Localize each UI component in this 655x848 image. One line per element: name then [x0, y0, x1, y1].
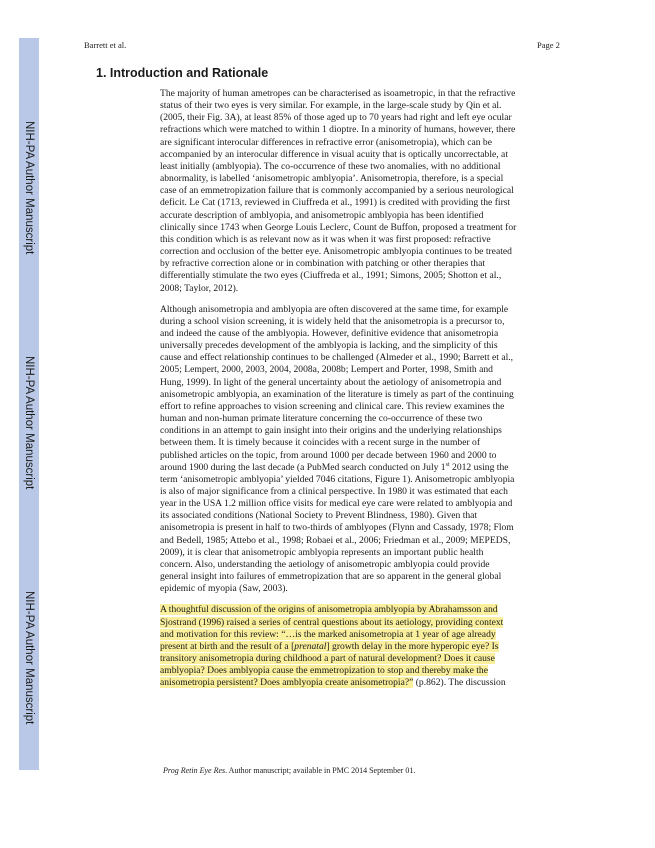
footer-text: . Author manuscript; available in PMC 2014 September 01. — [225, 766, 416, 775]
text-line: case of an emmetropization failure that is commonly accompanied by a serious neurological — [160, 185, 514, 197]
text-line: Hung, 1999). In light of the general uncertainty about the aetiology of anisometropia and — [160, 376, 502, 388]
text-line: 2008; Taylor, 2012). — [160, 282, 239, 294]
text-line: are significant interocular differences in refractive error (anisometropia), which can be — [160, 136, 492, 148]
text-line: 2009), it is clear that anisometropic amblyopia represents an important public health — [160, 546, 484, 558]
text-line: year in the USA 1.2 million office visits for medical eye care were related to amblyopia and — [160, 498, 513, 510]
paragraph-2 — [160, 304, 565, 596]
text-line: (2005, their Fig. 3A), at least 85% of those aged up to 70 years had right and left eye ocular — [160, 112, 512, 124]
highlighted-line — [160, 629, 565, 641]
text-line: abnormality, is labelled ‘anisometropic amblyopia’. Anisometropia, therefore, is a special — [160, 173, 504, 185]
italic-word: prenatal — [294, 640, 327, 652]
highlighted-line — [160, 653, 565, 665]
text-line — [160, 677, 565, 689]
text-line: effort to refine approaches to vision screening and clinical care. This review examines the — [160, 400, 505, 412]
highlighted-line — [160, 604, 565, 616]
footer-citation — [163, 766, 415, 775]
text-line: anisometropia is present in half to two-thirds of amblyopes (Flynn and Cassady, 1978; Flom — [160, 522, 514, 534]
page-number: Page 2 — [537, 40, 560, 50]
text-line: accompanied by an interocular difference in visual acuity that is optically uncorrectable, at — [160, 148, 508, 160]
highlighted-line — [160, 617, 565, 629]
sidebar-label-2: NIH-PA Author Manuscript — [23, 356, 35, 490]
text-line: Although anisometropia and amblyopia are often discovered at the same time, for example — [160, 303, 509, 315]
text-line: its associated conditions (National Society to Prevent Blindness, 1980). Given that — [160, 510, 478, 522]
text-line: 2005; Lempert, 2000, 2003, 2004, 2008a, 2008b; Lempert and Porter, 1998, Smith and — [160, 364, 493, 376]
manuscript-sidebar — [19, 38, 39, 770]
text-line: this condition which is as relevant now as it was when it was first proposed: refractive — [160, 233, 491, 245]
sidebar-label-1: NIH-PA Author Manuscript — [23, 121, 35, 255]
highlight — [160, 641, 499, 652]
text-line: and indeed the cause of the amblyopia. However, definitive evidence that anisometropia — [160, 327, 499, 339]
text-line: general insight into failures of emmetropization that are so apparent in the general global — [160, 571, 502, 583]
text-line: concern. Also, understanding the aetiology of anisometropic amblyopia could provide — [160, 558, 490, 570]
text-run: 2012 using the — [449, 461, 509, 473]
text-run: around 1900 during the last decade (a PubMed search conducted on July 1 — [160, 461, 446, 473]
highlight: and motivation for this review: “…is the marked anisometropia at 1 year of age already — [160, 628, 496, 640]
text-line: universally precedes development of the amblyopia is lacking, and the simplicity of this — [160, 340, 498, 352]
text-line: cause and effect relationship continues to be challenged (Almeder et al., 1990; Barrett et al., — [160, 352, 514, 364]
highlight: anisometropia persistent? Does amblyopia create anisometropia?” — [160, 677, 414, 689]
text-line: differentially stimulate the two eyes (Ciuffreda et al., 1991; Simons, 2005; Shotton et al., — [160, 270, 502, 282]
highlight: Sjostrand (1996) raised a series of central questions about its aetiology, providing context — [160, 616, 504, 628]
text-line: The majority of human ametropes can be characterised as isoametropic, in that the refractive — [160, 88, 516, 99]
highlight: transitory anisometropia during childhood a part of natural development? Does it cause — [160, 653, 495, 665]
paragraph-1 — [160, 88, 565, 295]
text-line: and Bedell, 1985; Attebo et al., 1998; Robaei et al., 2006; Friedman et al., 2009; MEPEDS, — [160, 534, 511, 546]
text-line: between them. It is timely because it coincides with a recent surge in the number of — [160, 437, 481, 449]
text-line: refractions which were matched to within 1 dioptre. In a minority of humans, however, there — [160, 124, 516, 136]
highlight: A thoughtful discussion of the origins of anisometropia amblyopia by Abrahamsson and — [160, 604, 498, 616]
footer-journal: Prog Retin Eye Res — [163, 766, 226, 775]
text-line: epidemic of myopia (Saw, 2003). — [160, 583, 288, 595]
text-line — [160, 462, 565, 474]
highlight: amblyopia? Does amblyopia cause the emmetropization to stop and thereby make the — [160, 665, 488, 677]
section-title: 1. Introduction and Rationale — [96, 66, 269, 80]
text-run: present at birth and the result of a [ — [160, 640, 295, 652]
text-line: status of their two eyes is very similar. For example, in the large-scale study by Qin et al. — [160, 100, 502, 112]
text-line: deficit. Le Cat (1713, reviewed in Ciuffreda et al., 1991) is credited with providing the first — [160, 197, 511, 209]
superscript: st — [445, 461, 450, 468]
text-line: during a school vision screening, it is widely held that the anisometropia is a precursor to, — [160, 315, 505, 327]
text-line: conditions in an attempt to gain insight into their origins and the underlying relationships — [160, 425, 502, 437]
highlighted-line — [160, 641, 565, 653]
running-header-author: Barrett et al. — [84, 40, 127, 50]
text-line: is also of major significance from a clinical perspective. In 1980 it was estimated that each — [160, 486, 508, 497]
text-line: accurate description of amblyopia, and anisometropic amblyopia has been identified — [160, 209, 484, 221]
text-line: term ‘anisometropic amblyopia’ yielded 7046 citations, Figure 1). Anisometropic amblyopia — [160, 473, 515, 485]
text-line: least initially (amblyopia). The co-occurrence of these two anomalies, with no additional — [160, 160, 501, 172]
text-line: anisometropic amblyopia, an examination of the literature is timely as part of the continuing — [160, 388, 514, 400]
highlighted-line — [160, 665, 565, 677]
sidebar-label-3: NIH-PA Author Manuscript — [23, 591, 35, 725]
text-line: by refractive correction alone or in combination with patching or other therapies that — [160, 258, 486, 270]
text-line: correction and occlusion of the better eye. Anisometropic amblyopia continues to be treated — [160, 246, 512, 258]
text-line: clinically since 1743 when George Louis Leclerc, Count de Buffon, proposed a treatment for — [160, 221, 517, 233]
paragraph-3 — [160, 604, 565, 689]
text-line: published articles on the topic, from around 1000 per decade between 1960 and 2000 to — [160, 449, 497, 461]
article-body — [160, 88, 565, 699]
text-line: human and non-human primate literature concerning the co-occurrence of these two — [160, 413, 483, 425]
text-run: ] growth delay in the more hyperopic eye? Is — [326, 640, 499, 652]
text-run: (p.862). The discussion — [413, 677, 506, 689]
